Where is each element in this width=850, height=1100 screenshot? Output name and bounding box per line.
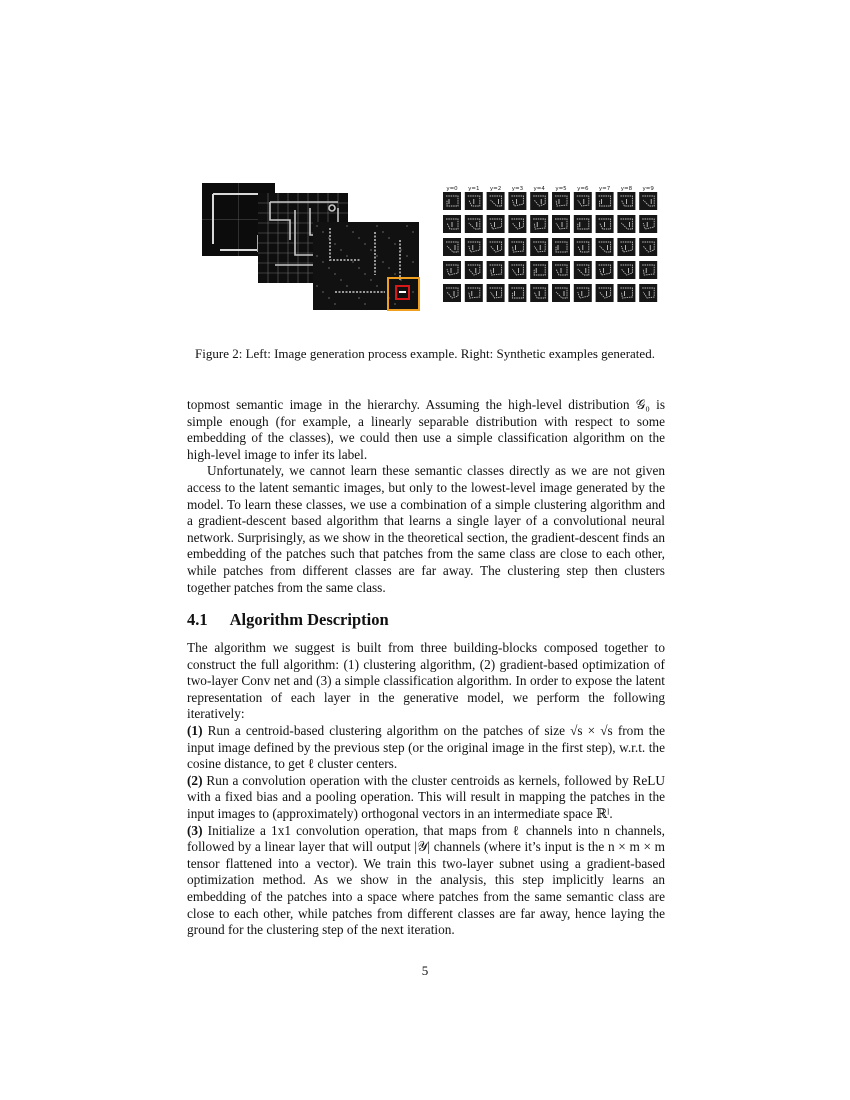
synthetic-example-tile: [508, 215, 526, 233]
synthetic-example-tile: [508, 192, 526, 210]
step-text: Run a convolution operation with the cluster centroids as kernels, followed by ReLU with a fixed bias and a pooling operation. This will result in mapping the patches in the input images to (approximately) orthogonal vectors in an intermediate space ℝˡ.: [187, 772, 665, 821]
synthetic-example-tile: [617, 261, 635, 279]
figure-caption: Figure 2: Left: Image generation process example. Right: Synthetic examples generated.: [195, 346, 655, 361]
column-label: y=9: [642, 186, 654, 192]
synthetic-example-tile: [465, 192, 483, 210]
synthetic-example-tile: [552, 192, 570, 210]
step-text: Initialize a 1x1 convolution operation, that maps from ℓ channels into n channels, followed by a linear layer that will output |𝒴| channels (where it’s input is the n × m × m tensor flattened into a vector). We train this two-layer subnet using a gradient-based optimization method. As we show in the analysis, this step implicitly learns an embedding of the patches into a space where patches from the same semantic class are close to each other, while patches from different classes are far away, hence laying the ground for the clustering step of the next iteration.: [187, 822, 665, 938]
algorithm-step: [187, 723, 665, 773]
synthetic-example-tile: [530, 215, 548, 233]
synthetic-example-tile: [596, 261, 614, 279]
paragraph: topmost semantic image in the hierarchy. Assuming the high-level distribution 𝒢₀ is simple enough (for example, a linearly separable distribution with respect to some embedding of the classes), we could then use a simple classification algorithm on the high-level image to infer its label.: [187, 397, 665, 462]
synthetic-example-tile: [617, 192, 635, 210]
synthetic-example-tile: [465, 284, 483, 302]
intro-text: [187, 397, 665, 596]
synthetic-example-tile: [639, 238, 657, 256]
synthetic-example-tile: [487, 284, 505, 302]
section-number: 4.1: [187, 610, 208, 629]
synthetic-example-tile: [596, 192, 614, 210]
synthetic-example-tile: [552, 215, 570, 233]
synthetic-example-tile: [639, 192, 657, 210]
column-label: y=8: [620, 186, 633, 192]
column-label: y=0: [446, 186, 458, 192]
synthetic-example-tile: [530, 261, 548, 279]
synthetic-example-tile: [574, 215, 592, 233]
synthetic-example-tile: [443, 192, 461, 210]
level-3-image: [313, 222, 419, 310]
synthetic-example-tile: [574, 261, 592, 279]
synthetic-example-tile: [443, 215, 461, 233]
algorithm-step: [187, 773, 665, 823]
synthetic-example-tile: [617, 284, 635, 302]
synthetic-example-tile: [639, 284, 657, 302]
generation-process-illustration: [200, 180, 430, 315]
synthetic-example-tile: [552, 284, 570, 302]
section-heading: [187, 610, 389, 630]
column-label: y=3: [511, 186, 524, 192]
synthetic-example-tile: [443, 261, 461, 279]
column-label: y=1: [468, 186, 480, 192]
section-title: Algorithm Description: [229, 610, 389, 629]
synthetic-example-tile: [530, 284, 548, 302]
synthetic-example-tile: [574, 238, 592, 256]
paragraph: Unfortunately, we cannot learn these semantic classes directly as we are not given access to the latent semantic images, but only to the lowest-level image generated by the model. To learn these classes, we use a combination of a simple clustering algorithm and a gradient-descent based algorithm that learns a single layer of a convolutional neural network. Surprisingly, as we show in the theoretical section, the gradient-descent finds an embedding of the patches such that patches from the same class are close to each other, while patches from different classes are far away. The clustering step then clusters together patches from the same class.: [187, 463, 665, 595]
step-label: (2): [187, 772, 203, 788]
synthetic-example-tile: [508, 261, 526, 279]
synthetic-examples-grid: [443, 180, 663, 315]
synthetic-example-tile: [596, 238, 614, 256]
synthetic-example-tile: [487, 215, 505, 233]
synthetic-example-tile: [443, 238, 461, 256]
column-label: y=5: [555, 186, 567, 192]
algorithm-step: [187, 823, 665, 939]
synthetic-example-tile: [508, 284, 526, 302]
column-label: y=2: [489, 186, 502, 192]
section-intro: The algorithm we suggest is built from three building-blocks composed together to construct the full algorithm: (1) clustering algorithm, (2) gradient-based optimization of two-layer Conv net and (3) a simple classification algorithm. In order to expose the latent representation of each layer in the generative model, we perform the following iteratively:: [187, 640, 665, 722]
figure-2: [200, 180, 665, 315]
synthetic-example-tile: [443, 284, 461, 302]
synthetic-example-tile: [487, 192, 505, 210]
synthetic-example-tile: [617, 238, 635, 256]
synthetic-example-tile: [487, 238, 505, 256]
synthetic-example-tile: [596, 215, 614, 233]
synthetic-example-tile: [465, 238, 483, 256]
synthetic-example-tile: [487, 261, 505, 279]
synthetic-example-tile: [617, 215, 635, 233]
synthetic-example-tile: [639, 215, 657, 233]
column-label: y=6: [577, 186, 589, 192]
page-number: 5: [421, 963, 429, 978]
synthetic-example-tile: [574, 284, 592, 302]
column-label: y=7: [598, 186, 611, 192]
algorithm-text: [187, 640, 665, 939]
step-label: (3): [187, 822, 203, 838]
synthetic-example-tile: [574, 192, 592, 210]
synthetic-example-tile: [596, 284, 614, 302]
synthetic-example-tile: [465, 261, 483, 279]
synthetic-example-tile: [552, 238, 570, 256]
synthetic-example-tile: [508, 238, 526, 256]
synthetic-example-tile: [552, 261, 570, 279]
synthetic-example-tile: [639, 261, 657, 279]
column-label: y=4: [533, 186, 545, 192]
step-text: Run a centroid-based clustering algorithm on the patches of size √s × √s from the input image defined by the previous step (or the original image in the first step), w.r.t. the cosine distance, to get ℓ cluster centers.: [187, 722, 665, 772]
step-label: (1): [187, 722, 203, 738]
synthetic-example-tile: [530, 238, 548, 256]
synthetic-example-tile: [530, 192, 548, 210]
synthetic-example-tile: [465, 215, 483, 233]
